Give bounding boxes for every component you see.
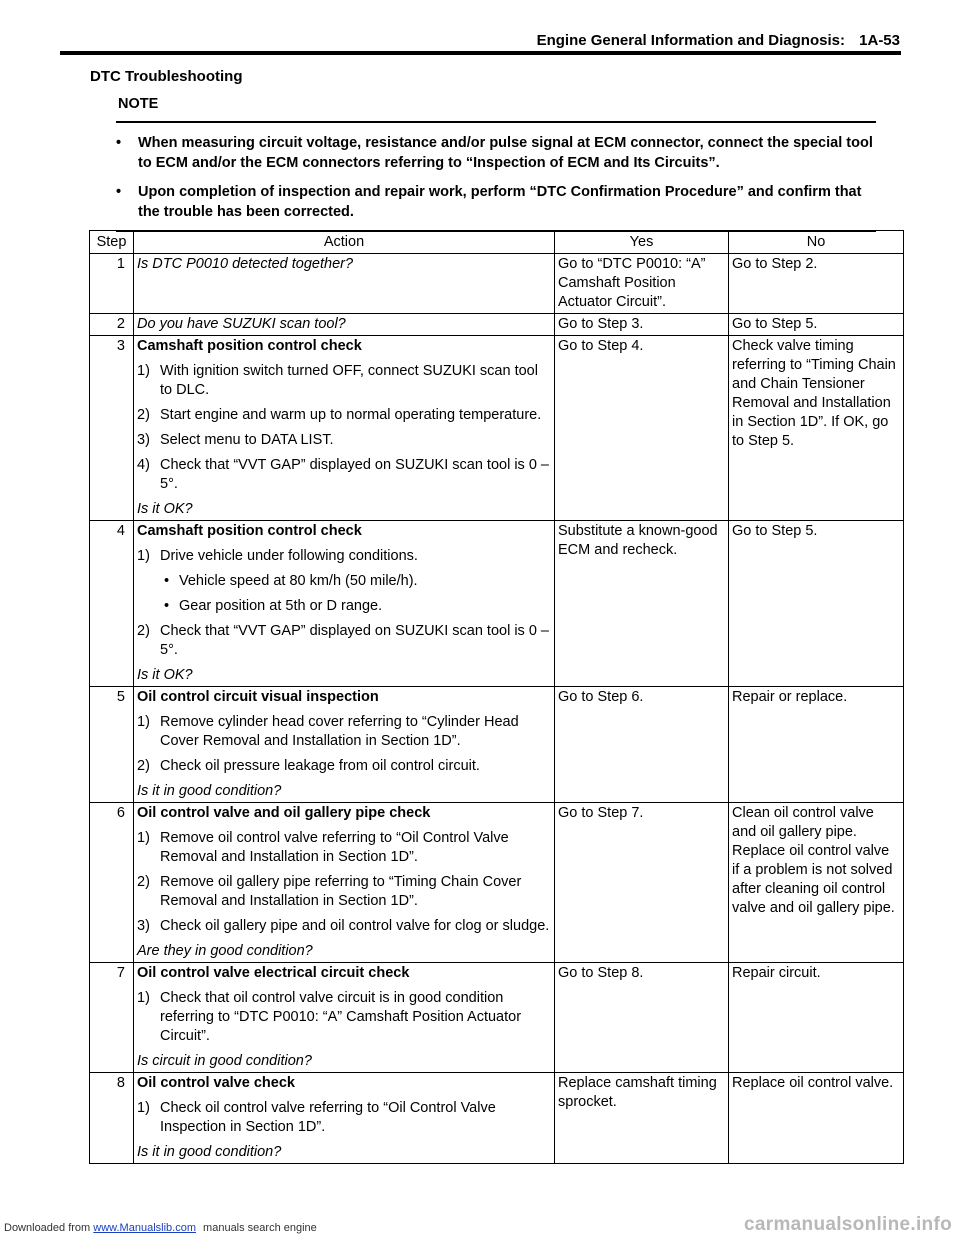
note-label: NOTE [118, 96, 159, 112]
download-footer [4, 1222, 317, 1234]
table-row [90, 521, 904, 687]
no-cell: Check valve timing referring to “Timing Chain and Chain Tensioner Removal and Installation in Section 1D”. If OK, go to Step 5. [729, 336, 904, 521]
manualslib-link[interactable]: www.Manualslib.com [93, 1222, 196, 1234]
table-row [90, 687, 904, 803]
note-item [116, 182, 876, 222]
no-cell: Go to Step 2. [729, 254, 904, 314]
yes-cell: Go to Step 6. [555, 687, 729, 803]
action-cell [134, 521, 555, 687]
note-rule-top [116, 121, 876, 123]
no-cell: Clean oil control valve and oil gallery pipe. Replace oil control valve if a problem is not solved after cleaning oil control valve and oil gallery pipe. [729, 803, 904, 963]
action-question: Is circuit in good condition? [137, 1053, 312, 1069]
bullet-icon: • [116, 135, 122, 151]
action-question: Is it OK? [137, 501, 193, 517]
action-question: Is DTC P0010 detected together? [137, 256, 354, 272]
action-cell [134, 803, 555, 963]
substep: 3) Check oil gallery pipe and oil control valve for clog or sludge. [137, 918, 550, 934]
substep: 2) Start engine and warm up to normal operating temperature. [137, 407, 542, 423]
yes-cell: Replace camshaft timing sprocket. [555, 1073, 729, 1164]
action-title: Camshaft position control check [137, 523, 362, 539]
action-cell [134, 336, 555, 521]
no-cell: Go to Step 5. [729, 314, 904, 336]
action-title: Oil control circuit visual inspection [137, 689, 379, 705]
substep: 1) Drive vehicle under following conditions. [137, 548, 418, 564]
substep: 3) Select menu to DATA LIST. [137, 432, 334, 448]
bullet-icon: • [116, 184, 122, 200]
step-number: 4 [90, 521, 134, 687]
condition-item: • Gear position at 5th or D range. [164, 598, 383, 614]
table-row [90, 254, 904, 314]
section-title: DTC Troubleshooting [90, 68, 243, 85]
step-number: 7 [90, 963, 134, 1073]
no-cell: Repair or replace. [729, 687, 904, 803]
troubleshooting-table [89, 230, 904, 1164]
substep: 2) Check oil pressure leakage from oil control circuit. [137, 758, 480, 774]
substep: 2) Check that “VVT GAP” displayed on SUZUKI scan tool is 0 – 5°. [137, 623, 549, 658]
note-list [116, 133, 876, 222]
note-block [116, 96, 876, 232]
no-cell: Replace oil control valve. [729, 1073, 904, 1164]
footer-prefix: Downloaded from [4, 1222, 91, 1234]
note-item [116, 133, 876, 173]
action-cell [134, 254, 555, 314]
condition-item: • Vehicle speed at 80 km/h (50 mile/h). [164, 573, 418, 589]
watermark: carmanualsonline.info [744, 1214, 952, 1235]
yes-cell: Go to Step 3. [555, 314, 729, 336]
table-header-row [90, 231, 904, 254]
substep: 1) Check oil control valve referring to “Oil Control Valve Inspection in Section 1D”. [137, 1100, 496, 1135]
action-cell [134, 963, 555, 1073]
step-number: 5 [90, 687, 134, 803]
bullet-icon: • [164, 573, 170, 589]
header-rule [60, 51, 901, 55]
column-header-no: No [729, 231, 904, 254]
table-row [90, 1073, 904, 1164]
substep: 1) Remove oil control valve referring to “Oil Control Valve Removal and Installation in Section 1D”. [137, 830, 509, 865]
substep: 2) Remove oil gallery pipe referring to “Timing Chain Cover Removal and Installation in Section 1D”. [137, 874, 522, 909]
action-question: Is it in good condition? [137, 783, 282, 799]
header-title: Engine General Information and Diagnosis: [536, 32, 845, 49]
yes-cell: Go to Step 7. [555, 803, 729, 963]
step-number: 8 [90, 1073, 134, 1164]
action-question: Is it in good condition? [137, 1144, 282, 1160]
bullet-icon: • [164, 598, 170, 614]
action-title: Camshaft position control check [137, 338, 362, 354]
note-item-text: Upon completion of inspection and repair work, perform “DTC Confirmation Procedure” and confirm that the trouble has been corrected. [138, 184, 862, 220]
column-header-action: Action [134, 231, 555, 254]
step-number: 6 [90, 803, 134, 963]
footer-suffix: manuals search engine [203, 1222, 317, 1234]
column-header-step: Step [90, 231, 134, 254]
action-question: Is it OK? [137, 667, 193, 683]
action-cell [134, 314, 555, 336]
action-question: Are they in good condition? [137, 943, 313, 959]
step-number: 1 [90, 254, 134, 314]
yes-cell: Go to Step 4. [555, 336, 729, 521]
action-question: Do you have SUZUKI scan tool? [137, 316, 346, 332]
no-cell: Go to Step 5. [729, 521, 904, 687]
substep: 4) Check that “VVT GAP” displayed on SUZUKI scan tool is 0 – 5°. [137, 457, 549, 492]
table-row [90, 314, 904, 336]
substep: 1) Check that oil control valve circuit is in good condition referring to “DTC P0010: “A” Camshaft Position Actuator Circuit”. [137, 990, 522, 1044]
step-number: 3 [90, 336, 134, 521]
page-header [60, 32, 900, 49]
action-cell [134, 687, 555, 803]
column-header-yes: Yes [555, 231, 729, 254]
yes-cell: Go to Step 8. [555, 963, 729, 1073]
table-row [90, 336, 904, 521]
substep: 1) With ignition switch turned OFF, connect SUZUKI scan tool to DLC. [137, 363, 538, 398]
table-row [90, 803, 904, 963]
header-page-number: 1A-53 [859, 32, 900, 49]
no-cell: Repair circuit. [729, 963, 904, 1073]
table-row [90, 963, 904, 1073]
note-item-text: When measuring circuit voltage, resistance and/or pulse signal at ECM connector, connect the special tool to ECM and/or the ECM connectors referring to “Inspection of ECM and Its Circuits”. [138, 135, 873, 171]
action-title: Oil control valve check [137, 1075, 295, 1091]
yes-cell: Go to “DTC P0010: “A” Camshaft Position Actuator Circuit”. [555, 254, 729, 314]
action-cell [134, 1073, 555, 1164]
step-number: 2 [90, 314, 134, 336]
action-title: Oil control valve electrical circuit check [137, 965, 410, 981]
substep: 1) Remove cylinder head cover referring to “Cylinder Head Cover Removal and Installation in Section 1D”. [137, 714, 519, 749]
yes-cell: Substitute a known-good ECM and recheck. [555, 521, 729, 687]
action-title: Oil control valve and oil gallery pipe check [137, 805, 431, 821]
